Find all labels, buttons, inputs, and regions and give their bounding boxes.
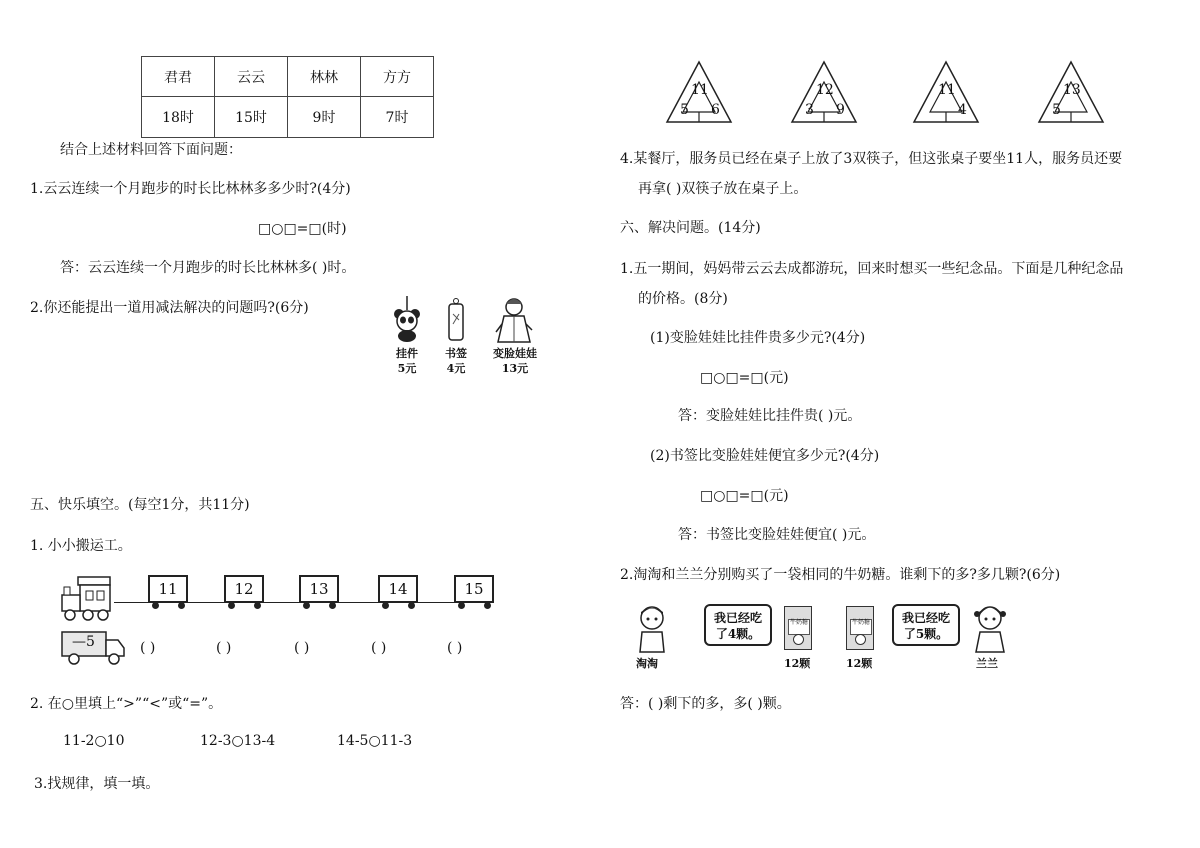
bubble-line: 了4颗。 (715, 627, 761, 641)
comparison-item: 12-3○13-4 (200, 733, 276, 749)
wheel-icon (484, 602, 491, 609)
train-car: 12 (224, 575, 264, 603)
table-row (142, 97, 434, 138)
truck-label: —5 (72, 634, 95, 650)
triangle-left-number: 5 (1052, 102, 1061, 118)
problem-1-line-2: 的价格。(8分) (638, 291, 728, 307)
answer-blank[interactable]: ( ) (140, 640, 156, 656)
bubble-line: 了5颗。 (903, 627, 949, 641)
bag-emblem-icon (793, 634, 804, 645)
souvenir-label (437, 346, 475, 376)
triangle-top-number: 11 (691, 82, 709, 98)
triangle (912, 60, 980, 128)
answer-blank[interactable]: ( ) (216, 640, 232, 656)
running-time-table (141, 56, 434, 138)
souvenir-price: 4元 (446, 362, 466, 375)
triangle-puzzle (660, 60, 1120, 126)
question-4-line-1: 4.某餐厅，服务员已经在桌子上放了3双筷子，但这张桌子要坐11人，服务员还要 (620, 151, 1123, 167)
comparison-item: 11-2○10 (63, 733, 125, 749)
locomotive-icon (56, 575, 118, 623)
candy-bag-icon (784, 606, 812, 650)
answer-line: 答：书签比变脸娃娃便宜( )元。 (678, 527, 876, 543)
train-car: 14 (378, 575, 418, 603)
triangle-top-number: 13 (1063, 82, 1081, 98)
bag-emblem-icon (855, 634, 866, 645)
triangle-top-number: 12 (816, 82, 834, 98)
triangle-right-number: 6 (711, 102, 720, 118)
answer-line: 答：云云连续一个月跑步的时长比林林多( )时。 (60, 260, 356, 276)
answer-blank[interactable]: ( ) (447, 640, 463, 656)
problem-2-answer: 答：( )剩下的多，多( )颗。 (620, 696, 791, 712)
girl-icon (972, 604, 1008, 654)
answer-blank[interactable]: ( ) (371, 640, 387, 656)
souvenir-price: 5元 (397, 362, 417, 375)
section-5-question-3: 3.找规律，填一填。 (34, 776, 160, 792)
question-2: 2.你还能提出一道用减法解决的问题吗?(6分) (30, 300, 309, 316)
answer-blank[interactable]: ( ) (294, 640, 310, 656)
triangle-right-number: 9 (836, 102, 845, 118)
bag-label: 牛奶糖 (788, 619, 810, 635)
bag-label: 牛奶糖 (850, 619, 872, 635)
boy-icon (634, 604, 670, 654)
bookmark-icon (444, 298, 468, 344)
face-changing-doll-icon (494, 296, 534, 344)
table-cell: 18时 (142, 97, 215, 138)
wheel-icon (254, 602, 261, 609)
triangle-top-number: 11 (938, 82, 956, 98)
souvenir-name: 书签 (445, 347, 467, 360)
equation-blank: □○□=□(元) (700, 370, 789, 386)
triangle-right-number: 4 (958, 102, 967, 118)
wheel-icon (382, 602, 389, 609)
section-5-question-2: 2. 在○里填上“>”“<”或“=”。 (30, 696, 223, 712)
train-car: 11 (148, 575, 188, 603)
triangle (790, 60, 858, 128)
table-cell: 林林 (288, 57, 361, 97)
section-5-heading: 五、快乐填空。(每空1分，共11分) (30, 497, 250, 513)
triangle (665, 60, 733, 128)
candy-bag-icon (846, 606, 874, 650)
problem-2: 2.淘淘和兰兰分别购买了一袋相同的牛奶糖。谁剩下的多?多几颗?(6分) (620, 567, 1061, 583)
table-cell: 9时 (288, 97, 361, 138)
candy-illustration (634, 602, 1014, 674)
wheel-icon (228, 602, 235, 609)
wheel-icon (152, 602, 159, 609)
bubble-line: 我已经吃 (713, 611, 762, 625)
table-cell: 方方 (361, 57, 434, 97)
bag-count: 12颗 (846, 657, 873, 670)
triangle-left-number: 3 (805, 102, 814, 118)
wheel-icon (458, 602, 465, 609)
intro-text: 结合上述材料回答下面问题： (60, 142, 242, 158)
section-5-question-1: 1. 小小搬运工。 (30, 538, 132, 554)
table-cell: 云云 (215, 57, 288, 97)
souvenir-group (388, 296, 548, 376)
question-4-line-2: 再拿( )双筷子放在桌子上。 (638, 181, 808, 197)
kid-name: 淘淘 (636, 657, 658, 670)
souvenir-label (388, 346, 426, 376)
truck (56, 630, 128, 666)
bubble-line: 我已经吃 (901, 611, 950, 625)
table-cell: 15时 (215, 97, 288, 138)
panda-pendant-icon (390, 296, 424, 342)
souvenir-name: 变脸娃娃 (493, 347, 537, 360)
comparison-item: 14-5○11-3 (337, 733, 413, 749)
souvenir-label (486, 346, 544, 376)
train (56, 575, 506, 625)
wheel-icon (303, 602, 310, 609)
bag-count: 12颗 (784, 657, 811, 670)
speech-bubble (892, 604, 960, 646)
section-6-heading: 六、解决问题。(14分) (620, 220, 761, 236)
souvenir-name: 挂件 (396, 347, 418, 360)
wheel-icon (178, 602, 185, 609)
triangle (1037, 60, 1105, 128)
triangle-left-number: 5 (680, 102, 689, 118)
problem-1-line-1: 1.五一期间，妈妈带云云去成都游玩，回来时想买一些纪念品。下面是几种纪念品 (620, 261, 1124, 277)
train-car: 13 (299, 575, 339, 603)
table-cell: 7时 (361, 97, 434, 138)
answer-line: 答：变脸娃娃比挂件贵( )元。 (678, 408, 862, 424)
table-row (142, 57, 434, 97)
speech-bubble (704, 604, 772, 646)
train-car: 15 (454, 575, 494, 603)
table-cell: 君君 (142, 57, 215, 97)
equation-blank: □○□=□(元) (700, 488, 789, 504)
wheel-icon (408, 602, 415, 609)
problem-1-sub-2: (2)书签比变脸娃娃便宜多少元?(4分) (650, 448, 880, 464)
problem-1-sub-1: (1)变脸娃娃比挂件贵多少元?(4分) (650, 330, 866, 346)
souvenir-price: 13元 (501, 362, 529, 375)
equation-blank: □○□=□(时) (258, 221, 347, 237)
kid-name: 兰兰 (976, 657, 998, 670)
wheel-icon (329, 602, 336, 609)
question-1: 1.云云连续一个月跑步的时长比林林多多少时?(4分) (30, 181, 351, 197)
